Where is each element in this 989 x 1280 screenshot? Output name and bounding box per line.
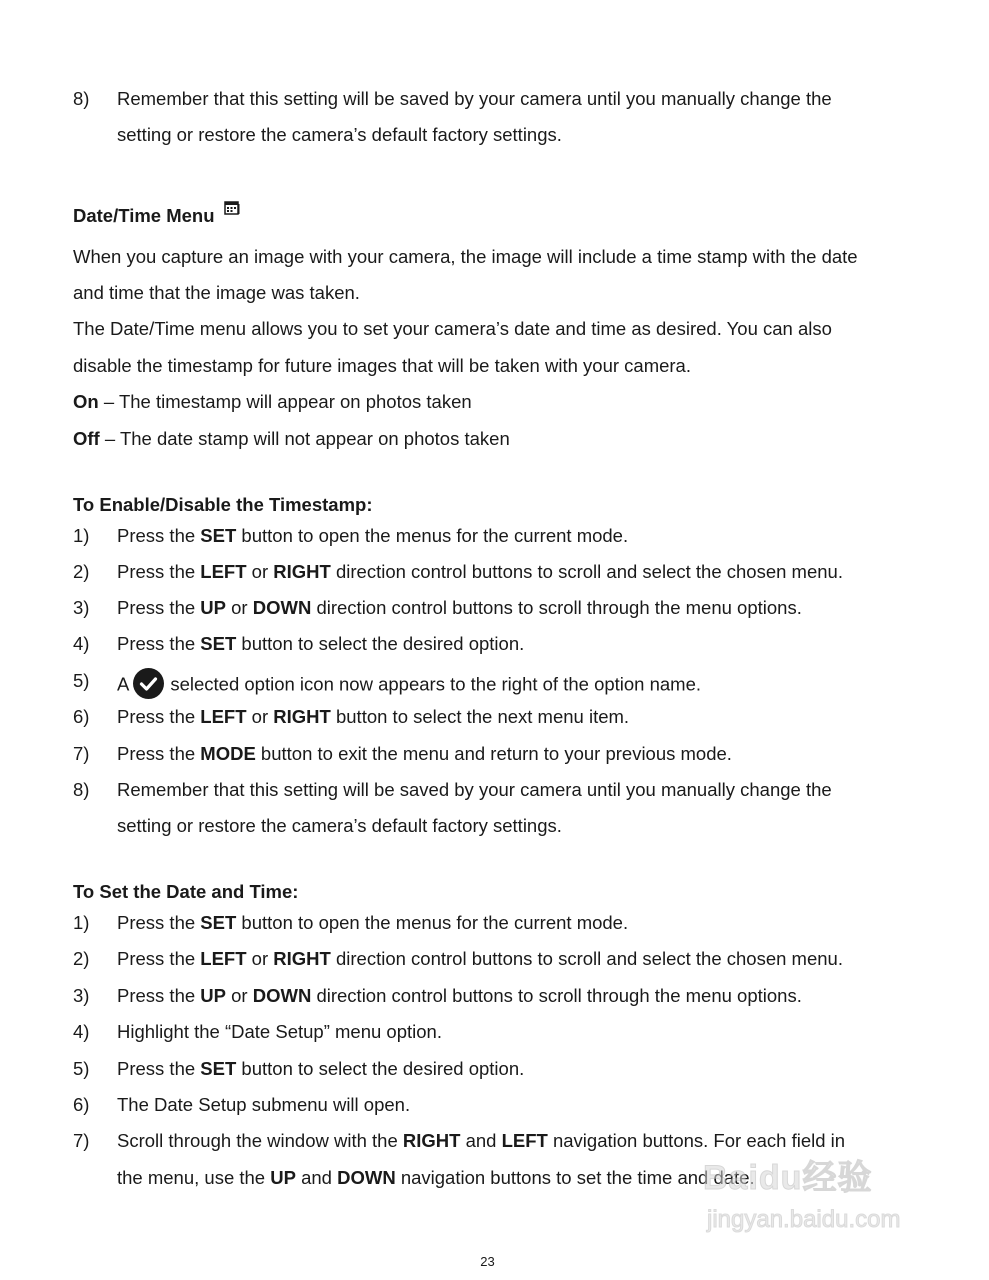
watermark [703, 1150, 933, 1242]
item-text: Press the SET button to select the desired option. [117, 633, 525, 654]
item-text: the menu, use the UP and DOWN navigation buttons to set the time and date. [117, 1167, 755, 1188]
item-number: 2) [73, 561, 90, 582]
item-number: 3) [73, 597, 90, 618]
item-text: The Date Setup submenu will open. [117, 1094, 411, 1115]
paragraph: disable the timestamp for future images that will be taken with your camera. [73, 355, 691, 376]
item-text: Press the LEFT or RIGHT button to select the next menu item. [117, 706, 630, 727]
item-text: A selected option icon now appears to the right of the option name. [117, 670, 701, 701]
item-number: 7) [73, 743, 90, 764]
item-number: 2) [73, 948, 90, 969]
date-time-menu-icon [224, 199, 240, 221]
item-number: 1) [73, 525, 90, 546]
item-text: Remember that this setting will be saved by your camera until you manually change the [117, 88, 832, 109]
item-text: Press the LEFT or RIGHT direction control buttons to scroll and select the chosen menu. [117, 561, 843, 582]
item-number: 5) [73, 1058, 90, 1079]
section-heading-set-date: To Set the Date and Time: [73, 881, 299, 902]
paragraph: The Date/Time menu allows you to set your camera’s date and time as desired. You can also [73, 318, 832, 339]
item-number: 4) [73, 1021, 90, 1042]
section-title-text: Date/Time Menu [73, 205, 215, 226]
item-number: 8) [73, 88, 90, 109]
page-number: 23 [480, 1254, 495, 1269]
paragraph: When you capture an image with your camera, the image will include a time stamp with the date [73, 246, 858, 267]
item-text: Highlight the “Date Setup” menu option. [117, 1021, 442, 1042]
option-description: – The timestamp will appear on photos taken [98, 391, 472, 412]
option-label: On [73, 391, 99, 412]
section-heading-enable: To Enable/Disable the Timestamp: [73, 494, 373, 515]
item-number: 7) [73, 1130, 90, 1151]
section-title-datetime [73, 205, 240, 227]
option-description: – The date stamp will not appear on photos taken [99, 428, 510, 449]
item-text: Remember that this setting will be saved by your camera until you manually change the [117, 779, 832, 800]
selected-check-icon [133, 668, 164, 699]
option-label: Off [73, 428, 100, 449]
option-on [73, 391, 472, 413]
paragraph: and time that the image was taken. [73, 282, 360, 303]
item-text: Press the LEFT or RIGHT direction control buttons to scroll and select the chosen menu. [117, 948, 843, 969]
item-text: Press the SET button to open the menus for the current mode. [117, 912, 629, 933]
watermark-logo: Baidu经验 [703, 1159, 873, 1197]
watermark-url: jingyan.baidu.com [707, 1206, 901, 1233]
item-number: 5) [73, 670, 90, 691]
item-text: Press the MODE button to exit the menu and return to your previous mode. [117, 743, 732, 764]
item-number: 6) [73, 1094, 90, 1115]
item-text: Scroll through the window with the RIGHT and LEFT navigation buttons. For each field in [117, 1130, 846, 1151]
item-number: 1) [73, 912, 90, 933]
item-text: Press the SET button to select the desired option. [117, 1058, 525, 1079]
item-number: 4) [73, 633, 90, 654]
item-text: Press the UP or DOWN direction control buttons to scroll through the menu options. [117, 597, 802, 618]
option-off [73, 428, 510, 450]
item-text: setting or restore the camera’s default factory settings. [117, 124, 562, 145]
item-text: Press the SET button to open the menus for the current mode. [117, 525, 629, 546]
item-number: 3) [73, 985, 90, 1006]
item-number: 6) [73, 706, 90, 727]
item-number: 8) [73, 779, 90, 800]
item-text: setting or restore the camera’s default factory settings. [117, 815, 562, 836]
item-text: Press the UP or DOWN direction control buttons to scroll through the menu options. [117, 985, 802, 1006]
